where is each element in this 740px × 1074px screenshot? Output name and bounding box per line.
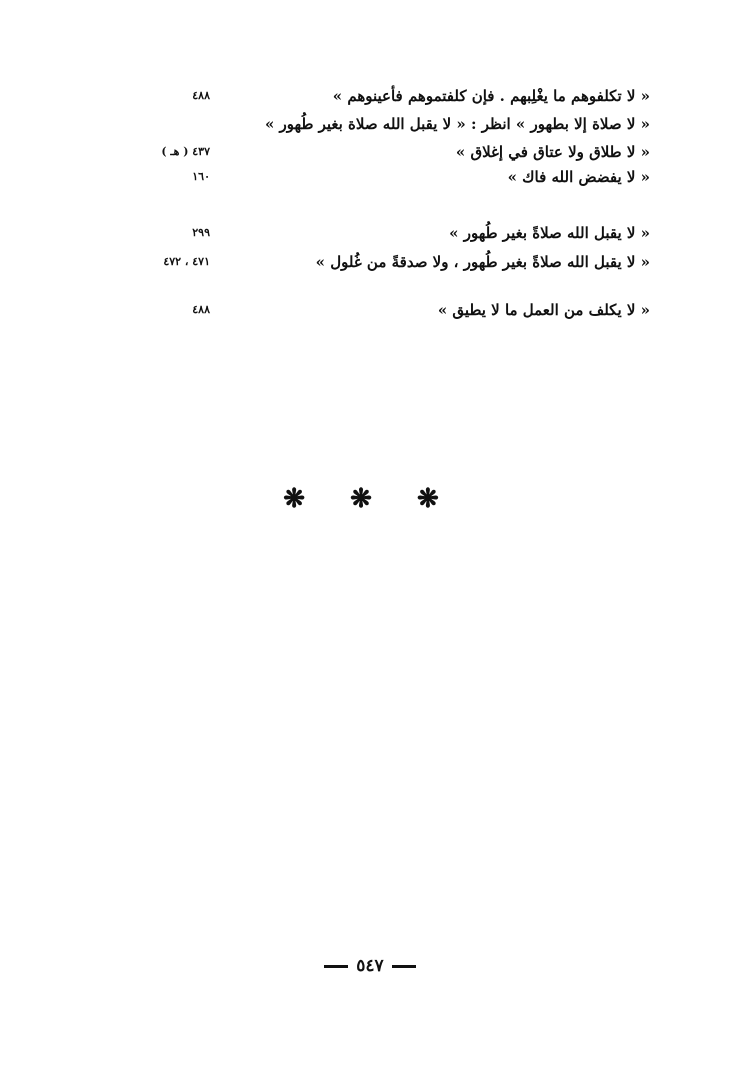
page-reference: ١٦٠ [192,170,210,183]
hadith-text: « لا يفضض الله فاك » [507,168,650,186]
hadith-text: « لا يكلف من العمل ما لا يطيق » [437,301,650,319]
section-separator: ❋ ❋ ❋ [283,484,457,514]
index-entry [130,138,650,166]
index-entry [130,82,650,110]
hadith-text: « لا صلاة إلا بطهور » انظر : « لا يقبل الله صلاة بغير طُهور » [264,115,650,133]
page-reference: ٤٨٨ [192,89,210,102]
page-reference: ٤٨٨ [192,303,210,316]
left-dash [324,965,348,968]
page-number: ٥٤٧ [356,956,384,976]
hadith-text: « لا يقبل الله صلاةً بغير طُهور ، ولا صدقةً من غُلول » [315,253,650,271]
right-dash [392,965,416,968]
index-entry [130,110,650,138]
page-reference: ٤٧١ ، ٤٧٢ [163,255,210,268]
hadith-text: « لا يقبل الله صلاةً بغير طُهور » [449,224,650,242]
hadith-text: « لا طلاق ولا عتاق في إغلاق » [455,143,650,161]
hadith-text: « لا تكلفوهم ما يغْلِبهم . فإن كلفتموهم فأعينوهم » [332,87,650,105]
index-entry [130,219,650,247]
index-entry [130,248,650,276]
index-entry [130,296,650,324]
page-reference: ٤٣٧ ( هـ ) [161,145,210,158]
page-number-footer [0,952,740,980]
index-entry [130,163,650,191]
page-reference: ٢٩٩ [192,226,210,239]
